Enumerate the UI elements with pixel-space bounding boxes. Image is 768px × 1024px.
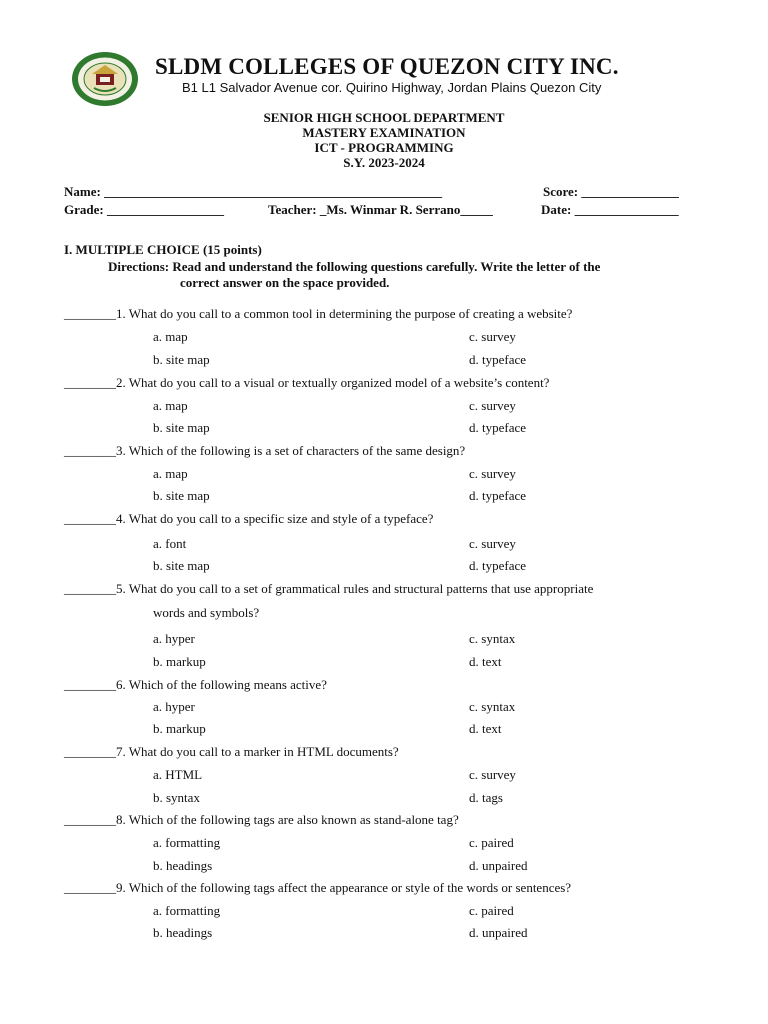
question-3-stem: ________3. Which of the following is a set of characters of the same design? bbox=[64, 443, 466, 458]
question-9-option-b: b. headings bbox=[153, 925, 213, 940]
question-4-option-a: a. font bbox=[153, 536, 187, 551]
question-6-option-a: a. hyper bbox=[153, 699, 195, 714]
school-name: SLDM COLLEGES OF QUEZON CITY INC. bbox=[155, 54, 619, 79]
question-3-option-a: a. map bbox=[153, 466, 188, 481]
question-8-option-a: a. formatting bbox=[153, 835, 221, 850]
question-1-option-c: c. survey bbox=[469, 329, 516, 344]
question-5-option-b: b. markup bbox=[153, 654, 206, 669]
question-7-option-a: a. HTML bbox=[153, 767, 203, 782]
question-2-option-d: d. typeface bbox=[469, 420, 527, 435]
name-field: Name: ____________________________________________________ bbox=[64, 184, 443, 199]
department-line: SENIOR HIGH SCHOOL DEPARTMENT bbox=[263, 110, 505, 125]
date-field: Date: ________________ bbox=[541, 202, 679, 217]
subject-line: ICT - PROGRAMMING bbox=[314, 140, 454, 155]
question-5-option-a: a. hyper bbox=[153, 631, 195, 646]
question-7-option-c: c. survey bbox=[469, 767, 516, 782]
question-5-stem: ________5. What do you call to a set of grammatical rules and structural patterns that use appropriate bbox=[64, 581, 594, 596]
directions bbox=[108, 259, 698, 291]
question-9-stem: ________9. Which of the following tags affect the appearance or style of the words or sentences? bbox=[64, 880, 572, 895]
school-address: B1 L1 Salvador Avenue cor. Quirino Highway, Jordan Plains Quezon City bbox=[182, 80, 602, 95]
question-2-option-b: b. site map bbox=[153, 420, 210, 435]
question-5-stem-continued: words and symbols? bbox=[153, 605, 260, 620]
directions-line-1: Directions: Read and understand the following questions carefully. Write the letter of the bbox=[108, 259, 601, 274]
exam-type-line: MASTERY EXAMINATION bbox=[302, 125, 466, 140]
question-9-option-c: c. paired bbox=[469, 903, 514, 918]
question-7-option-d: d. tags bbox=[469, 790, 503, 805]
question-8-option-b: b. headings bbox=[153, 858, 213, 873]
question-5-option-c: c. syntax bbox=[469, 631, 516, 646]
question-8-stem: ________8. Which of the following tags are also known as stand-alone tag? bbox=[64, 812, 459, 827]
question-3-option-c: c. survey bbox=[469, 466, 516, 481]
question-2-option-a: a. map bbox=[153, 398, 188, 413]
question-1-stem: ________1. What do you call to a common tool in determining the purpose of creating a website? bbox=[64, 306, 573, 321]
question-2-stem: ________2. What do you call to a visual or textually organized model of a website’s content? bbox=[64, 375, 550, 390]
question-4-option-c: c. survey bbox=[469, 536, 516, 551]
question-1-option-a: a. map bbox=[153, 329, 188, 344]
question-4-option-b: b. site map bbox=[153, 558, 210, 573]
question-6-option-c: c. syntax bbox=[469, 699, 516, 714]
exam-heading bbox=[0, 110, 768, 170]
score-field: Score: _______________ bbox=[543, 184, 679, 199]
question-3-option-b: b. site map bbox=[153, 488, 210, 503]
question-1-option-b: b. site map bbox=[153, 352, 210, 367]
question-6-stem: ________6. Which of the following means active? bbox=[64, 677, 327, 692]
question-8-option-c: c. paired bbox=[469, 835, 514, 850]
question-6-option-d: d. text bbox=[469, 721, 502, 736]
question-2-option-c: c. survey bbox=[469, 398, 516, 413]
school-seal-logo bbox=[70, 50, 140, 108]
question-8-option-d: d. unpaired bbox=[469, 858, 528, 873]
question-1-option-d: d. typeface bbox=[469, 352, 527, 367]
question-9-option-d: d. unpaired bbox=[469, 925, 528, 940]
question-4-option-d: d. typeface bbox=[469, 558, 527, 573]
question-7-option-b: b. syntax bbox=[153, 790, 200, 805]
question-6-option-b: b. markup bbox=[153, 721, 206, 736]
question-3-option-d: d. typeface bbox=[469, 488, 527, 503]
question-5-option-d: d. text bbox=[469, 654, 502, 669]
teacher-field: Teacher: _Ms. Winmar R. Serrano_____ bbox=[268, 202, 493, 217]
directions-line-2: correct answer on the space provided. bbox=[180, 275, 390, 290]
school-year-line: S.Y. 2023-2024 bbox=[343, 155, 425, 170]
question-9-option-a: a. formatting bbox=[153, 903, 221, 918]
section-title: I. MULTIPLE CHOICE (15 points) bbox=[64, 242, 262, 257]
question-4-stem: ________4. What do you call to a specific size and style of a typeface? bbox=[64, 511, 434, 526]
grade-field: Grade: __________________ bbox=[64, 202, 224, 217]
question-7-stem: ________7. What do you call to a marker in HTML documents? bbox=[64, 744, 399, 759]
